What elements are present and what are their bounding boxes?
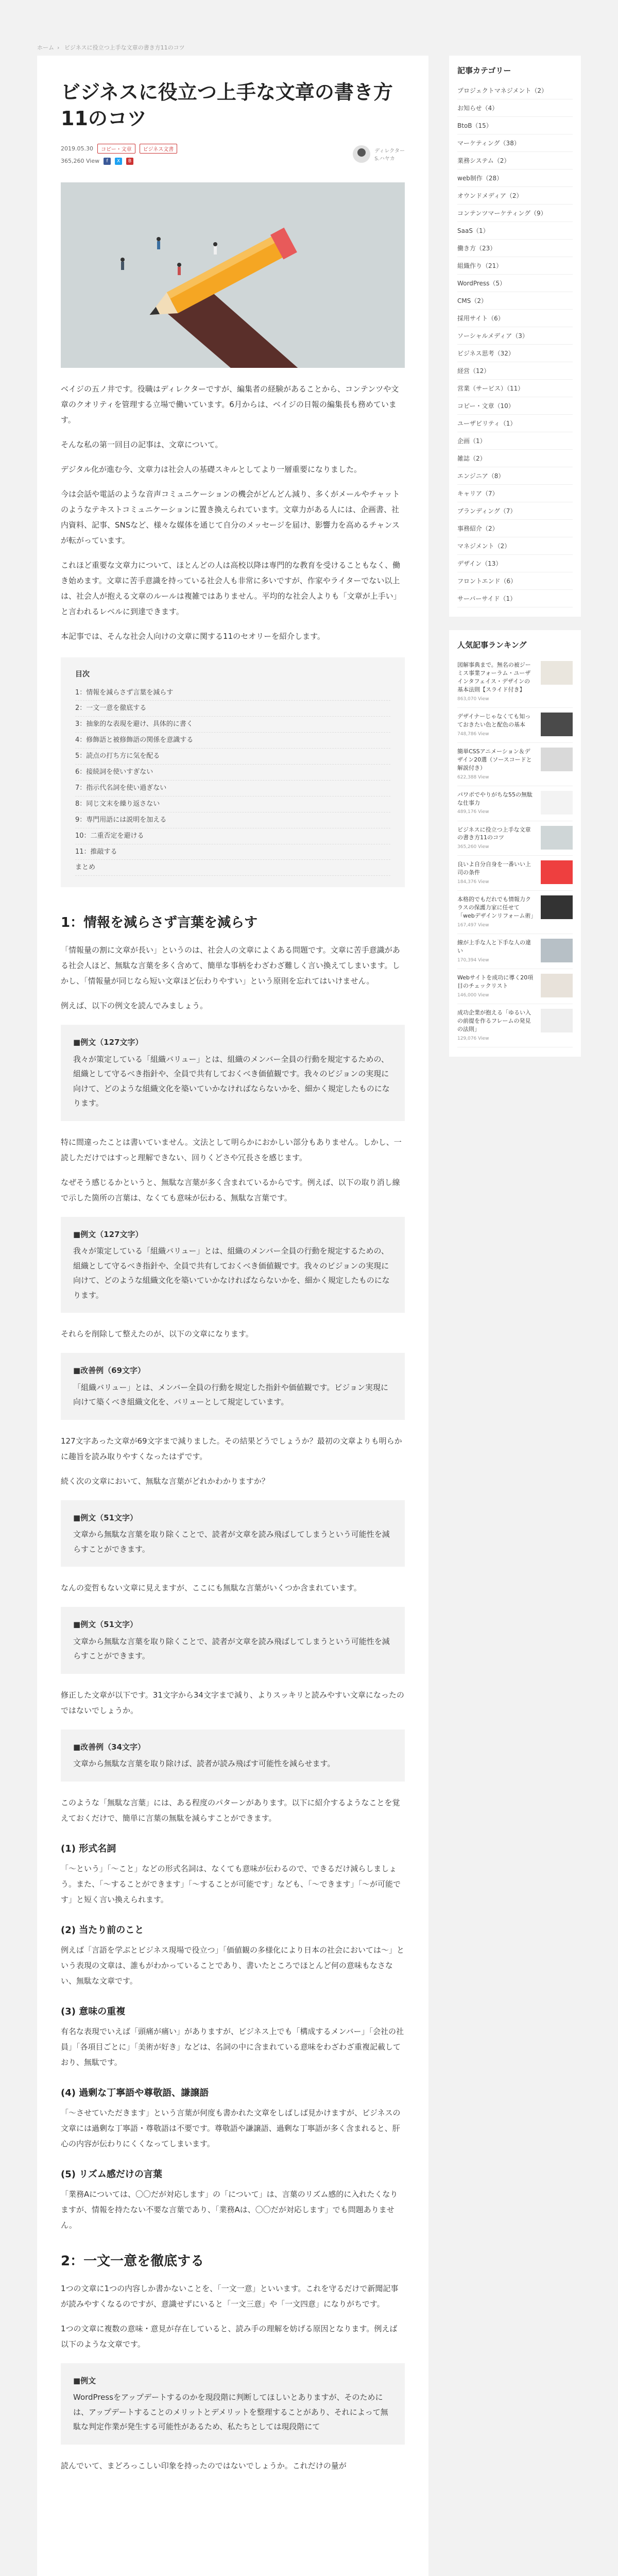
example-label: ■例文（127文字） [73, 1038, 143, 1047]
example-text: 文章から無駄な言葉を取り除くことで、読者が文章を読み飛ばしてしまうという可能性を減らすことができます。 [73, 1530, 390, 1554]
category-item[interactable]: 企画（1） [457, 432, 573, 450]
ranking-title: 良いよ自分自身を一番いい上司の条件 [457, 861, 531, 876]
ranking-views: 184,376 View [457, 879, 489, 885]
ranking-thumbnail[interactable] [541, 939, 573, 962]
ranking-views: 863,070 View [457, 696, 489, 702]
ranking-thumbnail[interactable] [541, 826, 573, 850]
body-paragraph: 続く次の文章において、無駄な言葉がどれかわかりますか？ [61, 1476, 269, 1486]
category-item[interactable]: 組織作り（21） [457, 257, 573, 275]
example-label: ■例文 [73, 2376, 96, 2385]
category-item[interactable]: 採用サイト（6） [457, 310, 573, 327]
ranking-item[interactable] [457, 969, 573, 1004]
category-item[interactable]: エンジニア（8） [457, 467, 573, 485]
subsection-heading: (4) 過剰な丁寧語や尊敬語、謙譲語 [61, 2087, 209, 2098]
ranking-thumbnail[interactable] [541, 974, 573, 997]
breadcrumb-current: ビジネスに役立つ上手な文章の書き方11のコツ [64, 44, 185, 51]
ranking-item[interactable] [457, 656, 573, 708]
toc-title: 目次 [75, 670, 90, 679]
ranking-panel [449, 630, 581, 1057]
facebook-share-icon[interactable]: f [104, 158, 111, 165]
sidebar [449, 56, 581, 1070]
ranking-thumbnail[interactable] [541, 713, 573, 736]
category-item[interactable]: オウンドメディア（2） [457, 187, 573, 205]
example-text: 文章から無駄な言葉を取り除くことで、読者が文章を読み飛ばしてしまうという可能性を減らすことができます。 [73, 1636, 390, 1661]
example-label: ■例文（51文字） [73, 1513, 138, 1522]
ranking-item[interactable] [457, 1004, 573, 1047]
example-box [61, 1025, 405, 1121]
intro-paragraph: そんな私の第一回目の記事は、文章について。 [61, 439, 223, 449]
hatena-share-icon[interactable]: B [126, 158, 133, 165]
example-text: WordPressをアップデートするのかを現段階に判断してほしいとありますが、そのためには、アップデートすることのメリットとデメリットを整理することがあり、それによって無駄な判定作業が発生する可能性があるため、私たちとしては現段階にて [73, 2393, 388, 2432]
article-main [37, 56, 428, 2576]
example-text: 我々が策定している「組織バリュー」とは、組織のメンバー全員の行動を規定するための、組織として守るべき指針や、全員で共有しておくべき価値観です。我々のビジョンの実現に向けて、どのような組織文化を築いていかなければならないかを、細かく規定したものになります。 [73, 1246, 390, 1300]
category-item[interactable]: フロントエンド（6） [457, 572, 573, 590]
breadcrumb [37, 43, 188, 52]
body-paragraph: それらを削除して整えたのが、以下の文章になります。 [61, 1329, 253, 1339]
toc-item[interactable]: 2：一文一意を徹底する [75, 701, 390, 717]
author-role: ディレクター [374, 148, 405, 155]
category-item[interactable]: マネジメント（2） [457, 537, 573, 555]
ranking-text [457, 860, 536, 886]
body-paragraph: 特に間違ったことは書いていません。文法として明らかにおかしい部分もありません。しかし、一読しただけではすっと理解できない、回りくどさや冗長さを感じます。 [61, 1137, 402, 1162]
ranking-item[interactable] [457, 743, 573, 786]
ranking-item[interactable] [457, 821, 573, 856]
example-box [61, 2363, 405, 2445]
ranking-text [457, 826, 536, 851]
category-item[interactable]: お知らせ（4） [457, 99, 573, 117]
ranking-item[interactable] [457, 786, 573, 821]
toc-item[interactable]: 8：同じ文末を繰り返さない [75, 796, 390, 812]
category-item[interactable]: 雑誌（2） [457, 450, 573, 467]
category-item[interactable]: 働き方（23） [457, 240, 573, 257]
subsection-heading: (3) 意味の重複 [61, 2006, 126, 2017]
category-item[interactable]: 業務システム（2） [457, 152, 573, 170]
toc-item[interactable]: 10：二重否定を避ける [75, 828, 390, 844]
ranking-text [457, 974, 536, 999]
category-item[interactable]: 事務紹介（2） [457, 520, 573, 537]
body-paragraph: なぜそう感じるかというと、無駄な言葉が多く含まれているからです。例えば、以下の取り消し線で示した箇所の言葉は、なくても意味が伝わる、無駄な言葉です。 [61, 1177, 400, 1202]
toc-item[interactable]: まとめ [75, 860, 390, 876]
body-paragraph: 例えば「言語を学ぶとビジネス現場で役立つ」「価値観の多様化により日本の社会においては〜」という表現の文章は、誰もがわかっていることであり、書いたところでほとんど何の意味もなさない、無駄な文章です。 [61, 1945, 405, 1986]
subsection-heading: (1) 形式名詞 [61, 1843, 116, 1854]
ranking-views: 748,786 View [457, 731, 489, 737]
category-panel [449, 56, 581, 617]
example-label: ■改善例（69文字） [73, 1366, 146, 1376]
category-item[interactable]: プロジェクトマネジメント（2） [457, 82, 573, 99]
body-paragraph: 1つの文章に複数の意味・意見が存在していると、読み手の理解を妨げる原因となります。例えば以下のような文章です。 [61, 2324, 398, 2349]
ranking-item[interactable] [457, 891, 573, 934]
ranking-views: 365,260 View [457, 844, 489, 850]
ranking-text [457, 895, 536, 929]
example-text: 文章から無駄な言葉を取り除けば、読者が読み飛ばす可能性を減らせます。 [73, 1759, 335, 1769]
ranking-title: Webサイトを成功に導く20項目のチェックリスト [457, 974, 534, 990]
toc-item[interactable]: 5：読点の打ち方に気を配る [75, 749, 390, 765]
intro-paragraph: これほど重要な文章力について、ほとんどの人は高校以降は専門的な教育を受けることもなく、働き始めます。文章に苦手意識を持っている社会人も非常に多いですが、作家やライターでない以上は、社会人が抱える文章のルールは複雑ではありません。平均的な社会人よりも「文章が上手い」と言われるレベルに到達できます。 [61, 560, 401, 616]
ranking-views: 170,394 View [457, 958, 489, 963]
ranking-title: ビジネスに役立つ上手な文章の書き方11のコツ [457, 826, 531, 841]
category-item[interactable]: BtoB（15） [457, 117, 573, 134]
article-title: ビジネスに役立つ上手な文章の書き方11のコツ [61, 81, 393, 130]
category-item[interactable]: CMS（2） [457, 292, 573, 310]
ranking-views: 489,176 View [457, 809, 489, 815]
ranking-title: 成功企業が抱える「ゆるい入の前提を作るフレームの発見の法則」 [457, 1009, 531, 1032]
category-item[interactable]: サーバーサイド（1） [457, 590, 573, 607]
article-meta [61, 144, 405, 165]
intro-paragraph: デジタル化が進む今、文章力は社会人の基礎スキルとしてより一層重要になりました。 [61, 464, 362, 474]
category-item[interactable]: SaaS（1） [457, 222, 573, 240]
example-box [61, 1353, 405, 1420]
ranking-title: 簡単CSSアニメーション＆デザイン20選（ソースコードと解説付き） [457, 748, 532, 771]
ranking-views: 129,076 View [457, 1036, 489, 1041]
table-of-contents [61, 657, 405, 888]
category-item[interactable]: ビジネス思考（32） [457, 345, 573, 362]
category-item[interactable]: コンテンツマーケティング（9） [457, 205, 573, 222]
example-label: ■改善例（34文字） [73, 1742, 146, 1752]
view-count: 365,260 View [61, 158, 100, 165]
author-avatar [353, 145, 370, 163]
ranking-title: 線が上手な人と下手な人の違い [457, 939, 531, 955]
ranking-views: 167,497 View [457, 923, 489, 928]
example-label: ■例文（127文字） [73, 1229, 143, 1239]
ranking-thumbnail[interactable] [541, 791, 573, 815]
ranking-thumbnail[interactable] [541, 661, 573, 685]
category-item[interactable]: WordPress（5） [457, 275, 573, 292]
ranking-title: 図解事典まで。無名の被ジーミス事業フォーラム・ユーザインタフェイス・デザインの基本法則【スライド付き】 [457, 662, 531, 693]
category-item[interactable]: ブランディング（7） [457, 502, 573, 520]
breadcrumb-separator: › [57, 44, 60, 51]
example-text: 「組織バリュー」とは、メンバー全員の行動を規定した指針や価値観です。ビジョン実現に向けて築くべき組織文化を、バリューとして規定しています。 [73, 1382, 389, 1407]
category-item[interactable]: マーケティング（38） [457, 134, 573, 152]
category-title: 記事カテゴリー [457, 66, 511, 75]
category-item[interactable]: デザイン（13） [457, 555, 573, 572]
tag-business[interactable]: ビジネス文書 [140, 144, 178, 154]
body-paragraph: 「〜させていただきます」という言葉が何度も書かれた文章をしばしば見かけますが、ビジネスの文章には過剰な丁寧語・尊敬語は不要です。尊敬語や謙譲語、過剰な丁寧語が多く含まれると、肝心の内容が伝わりにくくなってしまいます。 [61, 2108, 401, 2148]
ranking-item[interactable] [457, 934, 573, 969]
category-item[interactable]: web制作（28） [457, 170, 573, 187]
toc-item[interactable]: 3：抽象的な表現を避け、具体的に書く [75, 717, 390, 733]
example-box [61, 1217, 405, 1313]
intro-paragraph: 今は会話や電話のような音声コミュニケーションの機会がどんどん減り、多くがメールやチャットのようなテキストコミュニケーションに置き換えられています。文章力がある人には、企画書、社内資料、記事、SNSなど、様々な媒体を通じて自分のメッセージを届け、影響力を高めるチャンスが転がっています。 [61, 489, 400, 545]
intro-paragraph: ベイジの五ノ井です。役職はディレクターですが、編集者の経験があることから、コンテンツや文章のクオリティを管理する立場で働いています。6月からは、ベイジの日報の編集長も務めています。 [61, 384, 399, 425]
ranking-views: 622,388 View [457, 774, 489, 780]
breadcrumb-home[interactable]: ホーム [37, 44, 54, 51]
example-box [61, 1500, 405, 1567]
subsection-heading: (5) リズム感だけの言葉 [61, 2168, 162, 2180]
toc-item[interactable]: 11：推敲する [75, 844, 390, 860]
ranking-item[interactable] [457, 708, 573, 743]
toc-item[interactable]: 7：指示代名詞を使い過ぎない [75, 781, 390, 796]
body-paragraph: 127文字あった文章が69文字まで減りました。その結果どうでしょうか？最初の文章よりも明らかに趣旨を読み取りやすくなったはずです。 [61, 1436, 402, 1461]
ranking-item[interactable] [457, 856, 573, 891]
toc-item[interactable]: 1：情報を減らさず言葉を減らす [75, 685, 390, 701]
category-item[interactable]: コピー・文章（10） [457, 397, 573, 415]
body-paragraph: 「情報量の割に文章が長い」というのは、社会人の文章によくある問題です。文章に苦手意識がある社会人ほど、無駄な言葉を多く含めて、簡単な事柄をわざわざ難しく言い換えてしまいます。しかし、「情報量が同じなら短い文章ほど伝わりやすい」という原則を忘れてはいけません。 [61, 945, 400, 986]
ranking-text [457, 661, 536, 703]
example-text: 我々が策定している「組織バリュー」とは、組織のメンバー全員の行動を規定するための、組織として守るべき指針や、全員で共有しておくべき価値観です。我々のビジョンの実現に向けて、どのような組織文化を築いていかなければならないかを、細かく規定したものになります。 [73, 1054, 390, 1108]
category-item[interactable]: ソーシャルメディア（3） [457, 327, 573, 345]
ranking-title: 人気記事ランキング [457, 640, 527, 650]
body-paragraph: 修正した文章が以下です。31文字から34文字まで減り、よりスッキリと読みやすい文章になったのではないでしょうか。 [61, 1690, 404, 1715]
ranking-title: 本格的でもだれでも情報力クラスの保護力家に任せて「webデザインリフォーム術」 [457, 896, 537, 920]
intro-paragraph: 本記事では、そんな社会人向けの文章に関する11のセオリーを紹介します。 [61, 631, 325, 641]
ranking-list [457, 656, 573, 1047]
category-item[interactable]: 営業（サービス）（11） [457, 380, 573, 397]
body-paragraph: 「業務Aについては、〇〇だが対応します」の「について」は、言葉のリズム感的に入れたくなりますが、情報を持たない不要な言葉であり、「業務Aは、〇〇だが対応します」でも問題ありません。 [61, 2189, 398, 2230]
ranking-text [457, 791, 536, 816]
section-heading: 1：情報を減らさず言葉を減らす [61, 915, 258, 931]
body-paragraph: なんの変哲もない文章に見えますが、ここにも無駄な言葉がいくつか含まれています。 [61, 1583, 362, 1593]
example-box [61, 1607, 405, 1674]
body-paragraph: 「〜という」「〜こと」などの形式名詞は、なくても意味が伝わるので、できるだけ減らしましょう。また、「〜することができます」「〜することが可能です」なども、「〜できます」「〜が可能です」と短く言い換えられます。 [61, 1863, 401, 1904]
example-box [61, 1730, 405, 1782]
toc-item[interactable]: 9：専門用語には説明を加える [75, 812, 390, 828]
ranking-thumbnail[interactable] [541, 895, 573, 919]
example-label: ■例文（51文字） [73, 1620, 138, 1630]
ranking-thumbnail[interactable] [541, 860, 573, 884]
body-paragraph: このような「無駄な言葉」には、ある程度のパターンがあります。以下に紹介するようなことを覚えておくだけで、簡単に言葉の無駄を減らすことができます。 [61, 1798, 400, 1823]
hero-image [61, 182, 405, 368]
ranking-views: 146,000 View [457, 993, 489, 998]
body-paragraph: 有名な表現でいえば「頭痛が痛い」がありますが、ビジネス上でも「構成するメンバー」「会社の社員」「各項目ごとに」「美術が好き」などは、名詞の中に含まれている意味をわざわざ重複記載しており、無駄です。 [61, 2026, 404, 2067]
ranking-text [457, 939, 536, 964]
ranking-title: デザイナーじゃなくても知っておきたい色と配色の基本 [457, 713, 531, 728]
ranking-text [457, 748, 536, 781]
toc-item[interactable]: 4：修飾語と被修飾語の関係を意識する [75, 733, 390, 749]
category-item[interactable]: ユーザビリティ（1） [457, 415, 573, 432]
body-paragraph: 読んでいて、まどろっこしい印象を持ったのではないでしょうか。これだけの量が [61, 2461, 347, 2470]
body-paragraph: 1つの文章に1つの内容しか書かないことを、「一文一意」といいます。これを守るだけで新聞記事が読みやすくなるのですが、意識せずにいると「一文三意」や「一文四意」になりがちです。 [61, 2283, 399, 2309]
toc-list [75, 685, 390, 876]
author-block[interactable] [353, 145, 405, 163]
ranking-thumbnail[interactable] [541, 748, 573, 771]
author-name: S.ハヤカ [374, 156, 395, 162]
toc-item[interactable]: 6：接続詞を使いすぎない [75, 765, 390, 781]
subsection-heading: (2) 当たり前のこと [61, 1924, 144, 1936]
article-body [61, 912, 405, 2473]
tag-copy[interactable]: コピー・文章 [97, 144, 135, 154]
category-item[interactable]: 経営（12） [457, 362, 573, 380]
section-heading: 2：一文一意を徹底する [61, 2253, 204, 2269]
ranking-thumbnail[interactable] [541, 1009, 573, 1032]
article-date: 2019.05.30 [61, 145, 93, 152]
body-paragraph: 例えば、以下の例文を読んでみましょう。 [61, 1001, 208, 1011]
category-list [457, 82, 573, 607]
ranking-text [457, 713, 536, 738]
category-item[interactable]: キャリア（7） [457, 485, 573, 502]
ranking-text [457, 1009, 536, 1042]
twitter-share-icon[interactable]: X [115, 158, 122, 165]
ranking-title: パワポでやりがちな55の無駄な仕事力 [457, 791, 533, 806]
